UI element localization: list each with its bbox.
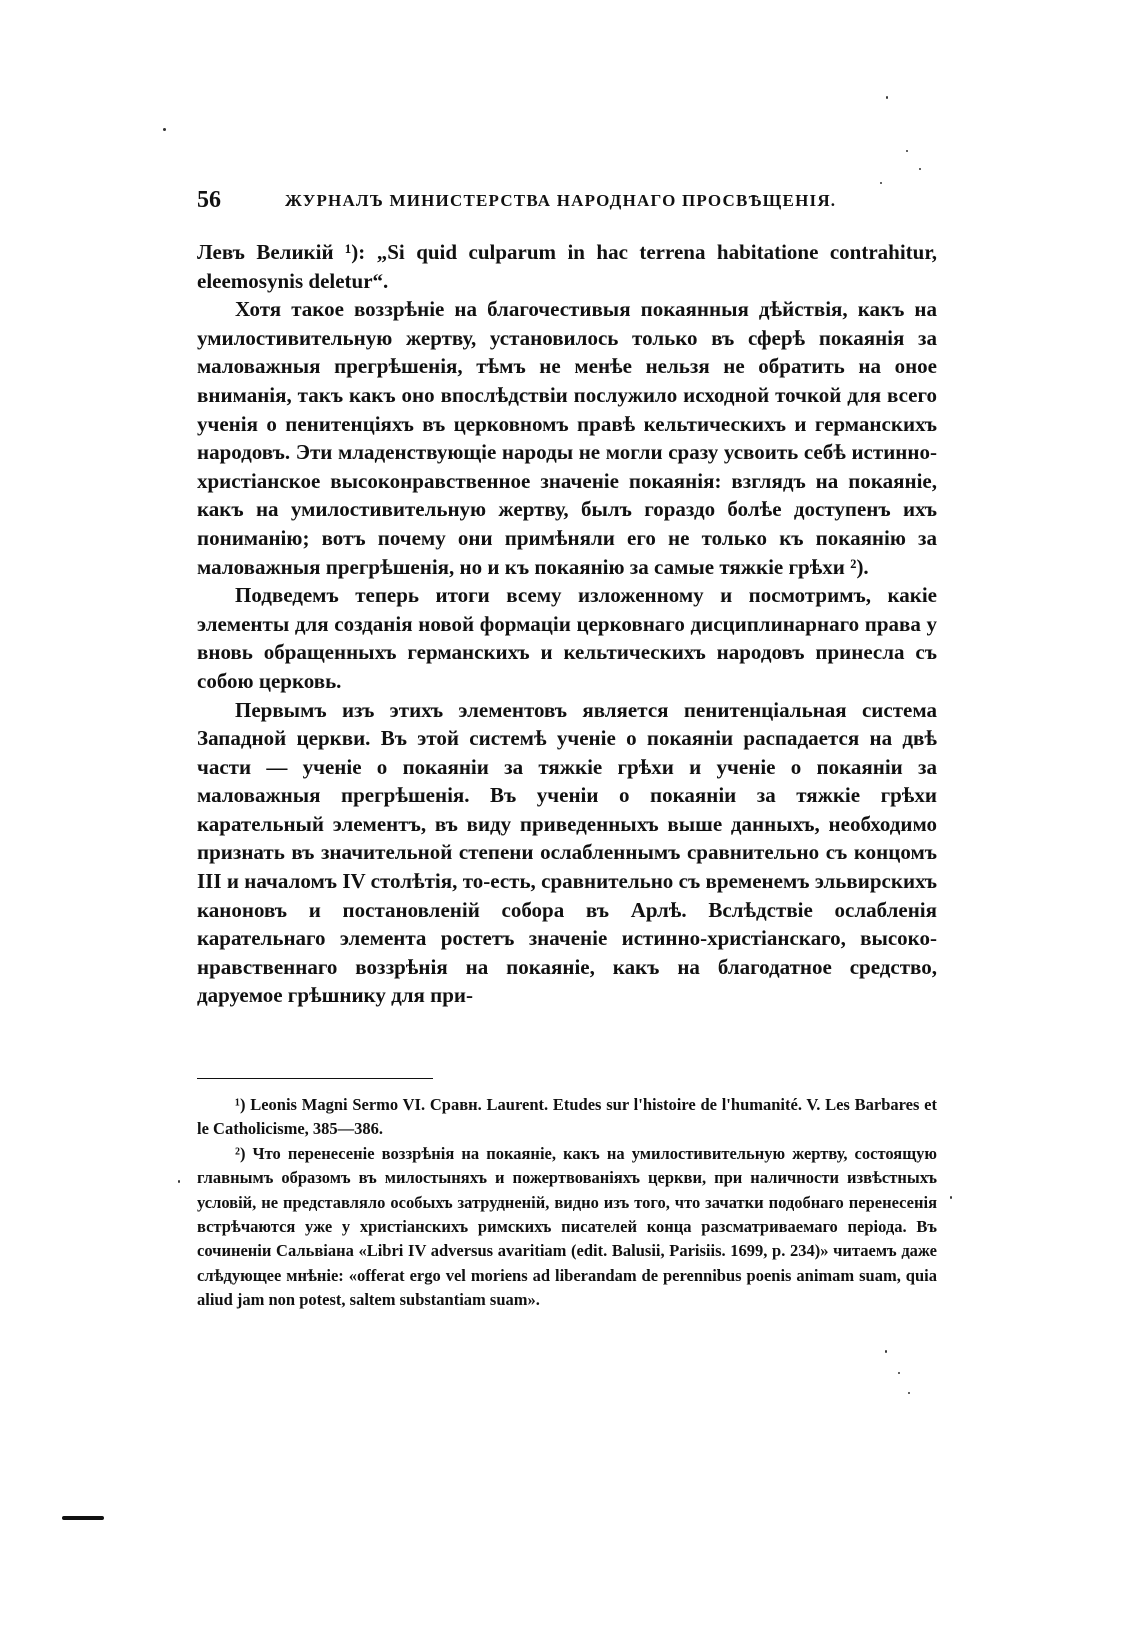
scan-speck (163, 128, 166, 131)
scan-speck (178, 1180, 180, 1183)
paragraph-4: Первымъ изъ этихъ элементовъ является пенитенціальная система Западной церкви. Въ этой системѣ ученіе о покаяніи распадается на двѣ части — ученіе о покаяніи за тяжкіе грѣхи и ученіе о покаяніи за маловажныя прегрѣшенія. Въ ученіи о покаяніи за тяжкіе грѣхи карательный элементъ, въ виду приведенныхъ выше данныхъ, необходимо признать въ значительной степени ослабленнымъ сравнительно съ концомъ III и началомъ IV столѣтія, то-есть, сравнительно съ временемъ эльвирскихъ каноновъ и постановленій собора въ Арлѣ. Вслѣдствіе ослабленія карательнаго элемента ростетъ значеніе истинно-христіанскаго, высоко-нравственнаго воззрѣнія на покаяніе, какъ на благодатное средство, даруемое грѣшнику для при- (197, 697, 937, 1008)
footnote-1: ¹) Leonis Magni Sermo VI. Сравн. Laurent. Etudes sur l'histoire de l'humanité. V. Les Barbares et le Catholicisme, 385—386. (197, 1095, 937, 1139)
paragraph-3: Подведемъ теперь итоги всему изложенному и посмотримъ, какіе элементы для созданія новой формаціи церковнаго дисциплинарнаго права у вновь обращенныхъ германскихъ и кельтическихъ народовъ принесла съ собою церковь. (197, 583, 937, 693)
scan-speck (950, 1196, 952, 1199)
scan-speck (885, 1350, 887, 1353)
footnote-rule (197, 1078, 433, 1079)
body-text (197, 238, 937, 1010)
scan-speck (906, 150, 908, 152)
scan-speck (886, 96, 888, 99)
page-header (197, 187, 937, 227)
footnote-2: ²) Что перенесеніе воззрѣнія на покаяніе, какъ на умилостивительную жертву, состоящую главнымъ образомъ въ милостыняхъ и пожертвованіяхъ церкви, при наличности извѣстныхъ условій, не представляло особыхъ затрудненій, видно изъ того, что зачатки подобнаго перенесенія встрѣчаются уже у христіанскихъ римскихъ писателей конца разсматриваемаго періода. Въ сочиненіи Сальвіана «Libri IV adversus avaritiam (edit. Balusii, Parisiis. 1699, p. 234)» читаемъ даже слѣдующее мнѣніе: «offerat ergo vel moriens ad liberandam de perennibus poenis animam suam, quia aliud jam non potest, saltem substantiam suam». (197, 1143, 937, 1310)
paragraph-2: Хотя такое воззрѣніе на благочестивыя покаянныя дѣйствія, какъ на умилостивительную жертву, установилось только въ сферѣ покаянія за маловажныя прегрѣшенія, тѣмъ не менѣе нельзя не обратить на оное вниманія, такъ какъ оно впослѣдствіи послужило исходной точкой для всего ученія о пенитенціяхъ въ церковномъ правѣ кельтическихъ и германскихъ народовъ. Эти младенствующіе народы не могли сразу усвоить себѣ истинно-христіанское высоконравственное значеніе покаянія: взглядъ на покаяніе, какъ на умилостивительную жертву, былъ гораздо болѣе доступенъ ихъ пониманію; вотъ почему они примѣняли его не только къ покаянію за маловажныя прегрѣшенія, но и къ покаянію за самые тяжкіе грѣхи ²). (197, 297, 937, 579)
footnotes (197, 1093, 937, 1313)
page-number: 56 (197, 187, 221, 213)
paragraph-1: Левъ Великій ¹): „Si quid culparum in hac terrena habitatione contrahitur, eleemosynis deletur“. (197, 240, 937, 293)
running-title: ЖУРНАЛЪ МИНИСТЕРСТВА НАРОДНАГО ПРОСВѢЩЕНІЯ. (285, 191, 837, 210)
margin-mark (62, 1516, 104, 1520)
scan-speck (880, 182, 882, 184)
scan-speck (919, 168, 921, 170)
scan-speck (898, 1372, 900, 1374)
scan-speck (908, 1392, 910, 1394)
